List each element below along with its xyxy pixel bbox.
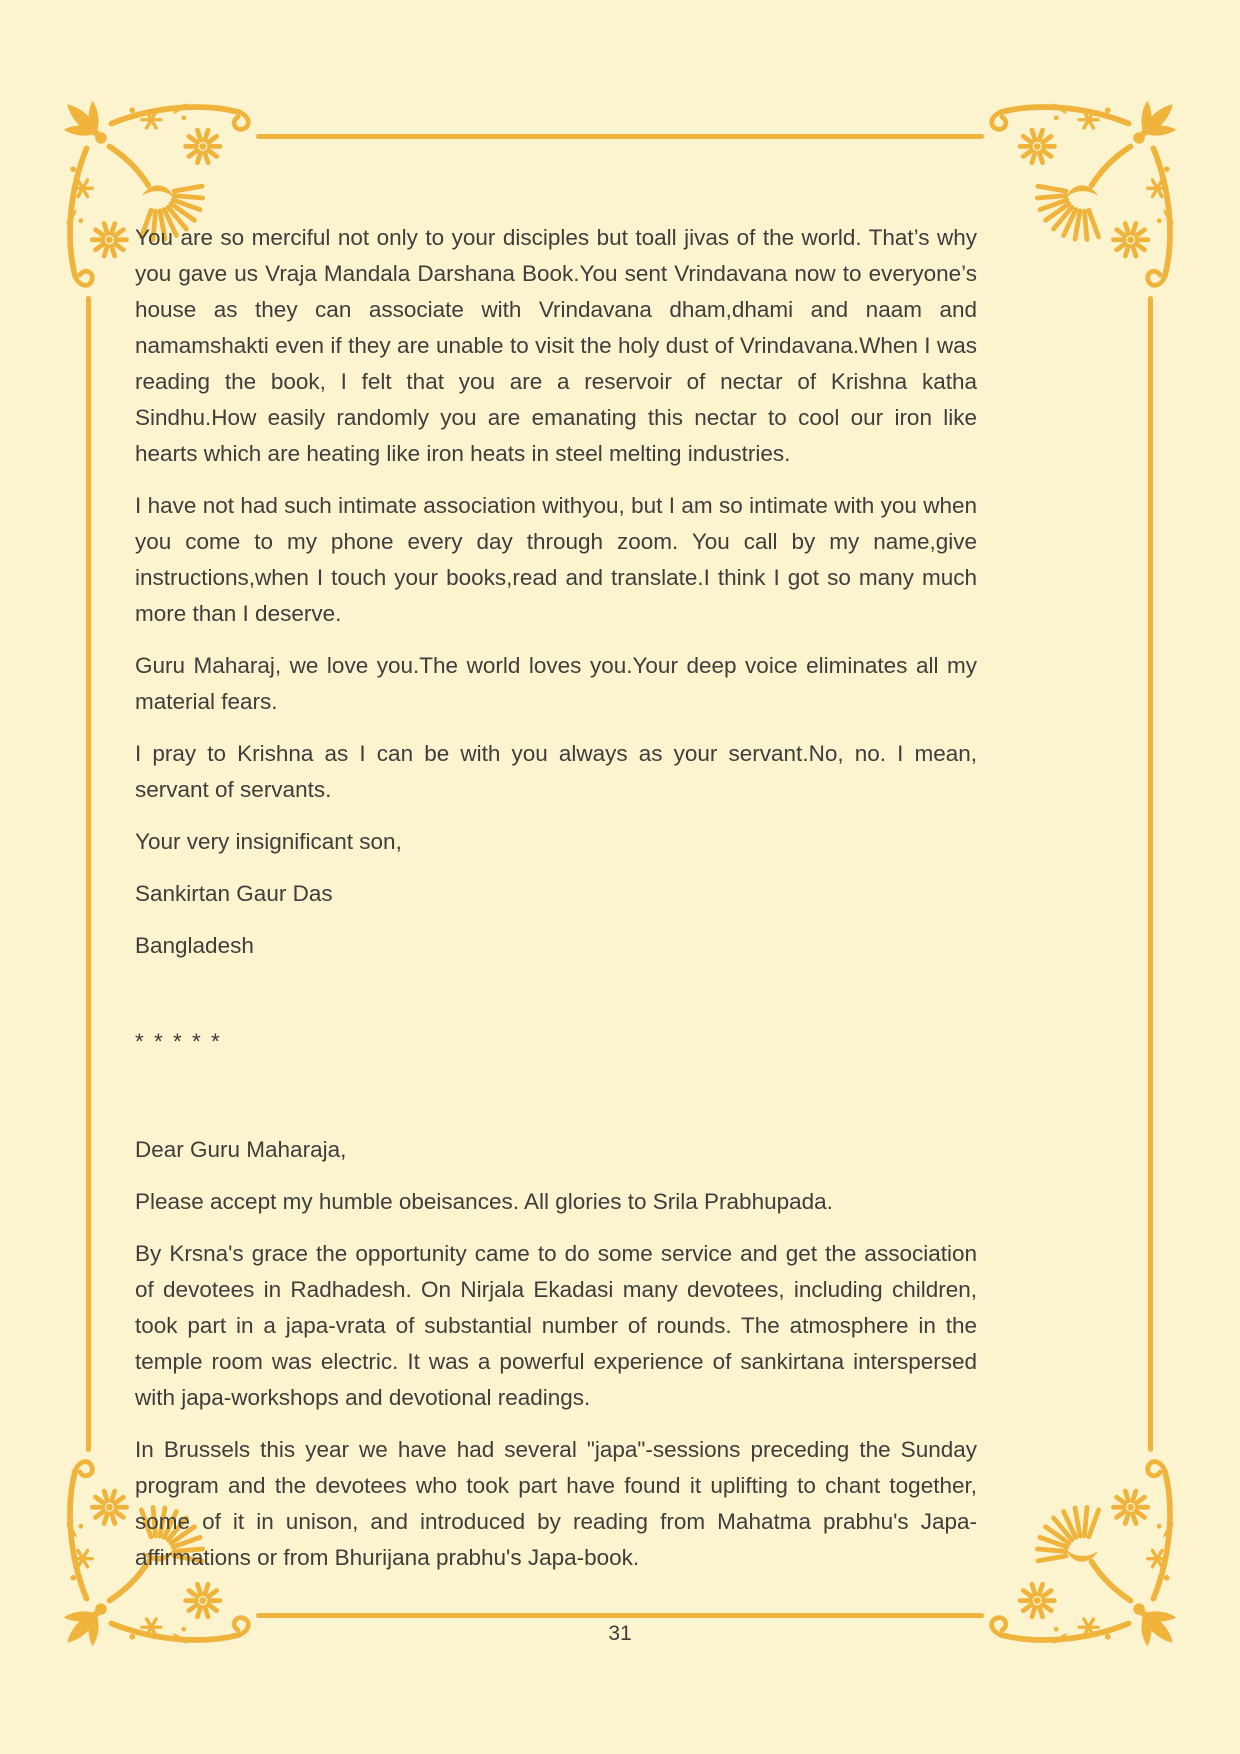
signoff-name: Sankirtan Gaur Das [135,881,333,906]
salutation: Dear Guru Maharaja, [135,1137,347,1162]
signoff-location: Bangladesh [135,933,254,958]
paragraph: I pray to Krishna as I can be with you always as your servant.No, no. I mean, servant of servants. [135,741,977,802]
border-line-left [86,296,91,1452]
page-number: 31 [608,1622,632,1645]
border-line-bottom [256,1613,984,1618]
paragraph: Please accept my humble obeisances. All glories to Srila Prabhupada. [135,1189,833,1214]
asterisk-separator: * * * * * [135,1029,222,1054]
paragraph: You are so merciful not only to your disciples but toall jivas of the world. That’s why you gave us Vraja Mandala Darshana Book.You sent Vrindavana now to everyone’s house as they can associate with Vrindavana dham,dhami and naam and namamshakti even if they are unable to visit the holy dust of Vrindavana.When I was reading the book, I felt that you are a reservoir of nectar of Krishna katha Sindhu.How easily randomly you are emanating this nectar to cool our iron like hearts which are heating like iron heats in steel melting industries. [135,225,977,466]
paragraph: Guru Maharaj, we love you.The world loves you.Your deep voice eliminates all my material fears. [135,653,977,714]
letter-body [135,220,977,1592]
corner-ornament-icon [982,95,1182,295]
paragraph: In Brussels this year we have had several "japa"-sessions preceding the Sunday program and the devotees who took part have found it uplifting to chant together, some of it in unison, and introduced by reading from Mahatma prabhu's Japa-affirmations or from Bhurijana prabhu's Japa-book. [135,1437,977,1570]
paragraph: I have not had such intimate association withyou, but I am so intimate with you when you come to my phone every day through zoom. You call by my name,give instructions,when I touch your books,read and translate.I think I got so many much more than I deserve. [135,493,977,626]
border-line-top [256,134,984,139]
border-line-right [1148,296,1153,1452]
paragraph: By Krsna's grace the opportunity came to do some service and get the association of devotees in Radhadesh. On Nirjala Ekadasi many devotees, including children, took part in a japa-vrata of substantial number of rounds. The atmosphere in the temple room was electric. It was a powerful experience of sankirtana interspersed with japa-workshops and devotional readings. [135,1241,977,1410]
signoff-line: Your very insignificant son, [135,829,402,854]
